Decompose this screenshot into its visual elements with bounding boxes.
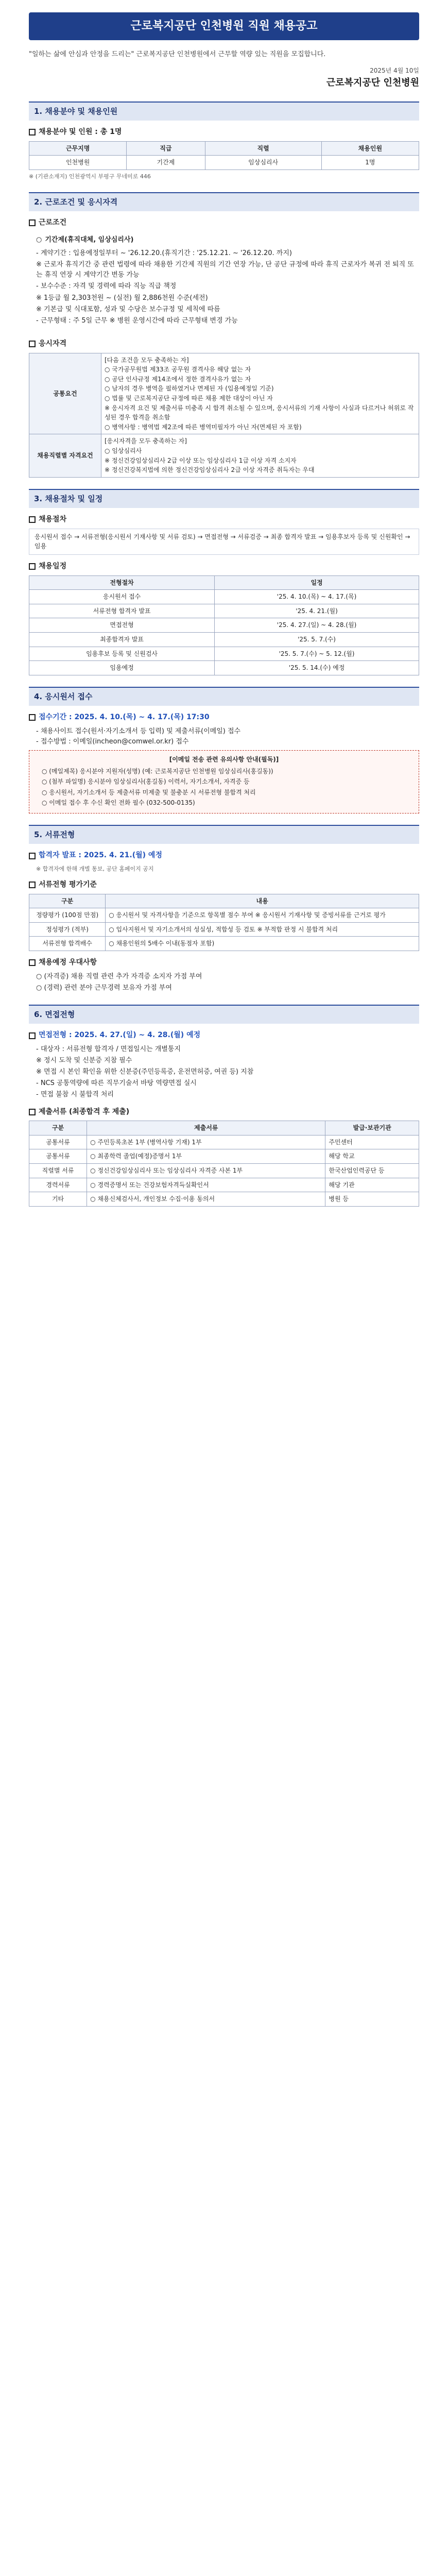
table-cell: '25. 5. 14.(수) 예정 [215,661,419,675]
conditions-heading: 근로조건 [29,217,419,229]
section-6-title: 6. 면접전형 [29,1005,419,1024]
column-header: 제출서류 [87,1121,325,1136]
receipt-method-1: - 채용사이트 접수(원서·자기소개서 등 입력) 및 제출서류(이메일) 접수 [36,727,241,735]
table-cell: ○ 채용신체검사서, 개인정보 수집·이용 동의서 [87,1192,325,1207]
section-2-title: 2. 근로조건 및 응시자격 [29,192,419,211]
section-4-title: 4. 응시원서 접수 [29,687,419,706]
table-cell: ○ 주민등록초본 1부 (병역사항 기재) 1부 [87,1135,325,1149]
qualification-line: ※ 응시자격 요건 및 제출서류 미충족 시 합격 취소될 수 있으며, 응시서류의 기재 사항이 사실과 다르거나 허위로 작성된 경우 합격을 취소함 [105,404,414,421]
table-row [29,590,419,604]
table-cell [101,434,419,477]
table-cell: 임용예정 [29,661,215,675]
interview-period: 면접전형 : 2025. 4. 27.(일) ~ 4. 28.(월) 예정 [29,1030,419,1041]
table-cell: 공통서류 [29,1149,87,1164]
table-cell: ○ 응시원서 및 자격사항을 기준으로 항목별 점수 부여 ※ 응시원서 기재사항 및 증빙서류를 근거로 평가 [106,908,419,923]
table-cell: 정성평가 (적부) [29,922,106,937]
qualification-line: ※ 정신건강임상심리사 2급 이상 또는 임상심리사 1급 이상 자격 소지자 [105,456,297,464]
table-cell: 해당 학교 [325,1149,419,1164]
section-3-title: 3. 채용절차 및 일정 [29,489,419,508]
list-item: ※ 1등급 월 2,303천원 ~ (실전) 월 2,886천원 수준(세전) [36,294,208,302]
table-row [29,1149,419,1164]
table-row [29,1135,419,1149]
column-header: 구분 [29,894,106,908]
table-row [29,661,419,675]
column-header: 근무지명 [29,141,127,156]
table-cell: '25. 5. 7.(수) ~ 5. 12.(월) [215,647,419,661]
list-item: - 근무형태 : 주 5일 근무 ※ 병원 운영시간에 따라 근무형태 변경 가능 [36,316,238,325]
list-item: ※ 면접 시 본인 확인을 위한 신분증(주민등록증, 운전면허증, 여권 등) 지참 [36,1068,254,1076]
announcement-page [0,0,448,1227]
column-header: 발급·보관기관 [325,1121,419,1136]
column-header: 내용 [106,894,419,908]
checkbox-icon [29,341,36,347]
table-cell: '25. 4. 10.(목) ~ 4. 17.(목) [215,590,419,604]
table-cell: 병원 등 [325,1192,419,1207]
table-row [29,156,419,170]
announce-date: 2025년 4월 10일 [370,67,419,75]
table-row [29,353,419,434]
qualification-line: ○ 공단 인사규정 제14조에서 정한 결격사유가 없는 자 [105,375,251,383]
email-notice-title: [이메일 전송 관련 유의사항 안내(필독)] [169,755,279,763]
contract-type-heading: ○ 기간제(휴직대체, 임상심리사) [29,235,419,245]
qualification-line: ※ 정신건강복지법에 의한 정신건강임상심리사 2급 이상 자격증 취득자는 우대 [105,466,315,474]
list-item: ○ (자격증) 채용 직렬 관련 추가 자격증 소지자 가점 부여 [36,972,202,980]
table-cell: 인천병원 [29,156,127,170]
doc-announce-note: ※ 합격자에 한해 개별 통보, 공단 홈페이지 공지 [36,865,154,872]
checkbox-icon [29,1032,36,1039]
table-cell: 정량평가 (100점 만점) [29,908,106,923]
row-label: 공통요건 [29,353,101,434]
documents-heading: 제출서류 (최종합격 후 제출) [29,1107,419,1118]
table-cell: '25. 5. 7.(수) [215,632,419,647]
email-notice-box [29,750,419,814]
table-cell: ○ 경력증명서 또는 건강보험자격득실확인서 [87,1178,325,1192]
checkbox-icon [29,563,36,570]
conditions-list [29,248,419,326]
table-cell: ○ 정신건강임상심리사 또는 임상심리사 자격증 사본 1부 [87,1164,325,1178]
interview-target: - 대상자 : 서류전형 합격자 / 면접일시는 개별통지 [36,1045,181,1053]
table-cell: 응시원서 접수 [29,590,215,604]
table-row [29,632,419,647]
org-name: 근로복지공단 인천병원 [326,77,419,88]
table-cell: 해당 기관 [325,1178,419,1192]
checkbox-icon [29,516,36,523]
preference-heading: 채용예정 우대사항 [29,957,419,969]
table-cell: 서류전형 합격자 발표 [29,604,215,618]
table-cell: '25. 4. 21.(월) [215,604,419,618]
recruit-table [29,141,419,170]
doc-announce: 합격자 발표 : 2025. 4. 21.(월) 예정 [29,850,419,861]
list-item: ※ 정시 도착 및 신분증 지참 필수 [36,1057,132,1065]
table-cell: 직렬별 서류 [29,1164,87,1178]
qualification-line: [응시자격을 모두 충족하는 자] [105,437,187,445]
recruit-count-heading: 채용분야 및 인원 : 총 1명 [29,127,419,138]
table-cell: 한국산업인력공단 등 [325,1164,419,1178]
column-header: 직렬 [205,141,321,156]
table-row [29,618,419,633]
list-item: ○ (경력) 관련 분야 근무경력 보유자 가점 부여 [36,984,172,992]
table-cell: 임용후보 등록 및 신원검사 [29,647,215,661]
checkbox-icon [29,219,36,226]
table-cell: 최종합격자 발표 [29,632,215,647]
row-label: 채용직렬별 자격요건 [29,434,101,477]
table-cell: 면접전형 [29,618,215,633]
qualification-line: ○ 임상심리사 [105,447,142,454]
table-row [29,647,419,661]
page-title: 근로복지공단 인천병원 직원 채용공고 [29,12,419,40]
list-item: ○ (첨부 파일명) 응시분야 임상심리사(홍길동) 이력서, 자기소개서, 자격증 등 [42,778,250,786]
preference-list [29,972,419,993]
list-item: ○ 응시원서, 자기소개서 등 제출서류 미제출 및 불충분 시 서류전형 불합격 처리 [42,788,256,796]
checkbox-icon [29,853,36,859]
table-cell: ○ 입사지원서 및 자기소개서의 성실성, 적합성 등 검토 ※ 부적합 판정 시 불합격 처리 [106,922,419,937]
qualification-line: [다음 조건을 모두 충족하는 자] [105,356,189,364]
receipt-method-2: - 접수방법 : 이메일(incheon@comwel.or.kr) 접수 [36,737,189,745]
column-header: 일정 [215,575,419,590]
schedule-heading: 채용일정 [29,561,419,572]
table-cell: 기타 [29,1192,87,1207]
qualification-line: ○ 국가공무원법 제33조 공무원 결격사유 해당 없는 자 [105,366,251,374]
qualification-line: ○ 병역사항 : 병역법 제2조에 따른 병역미필자가 아닌 자(면제된 자 포함) [105,423,302,431]
column-header: 직급 [127,141,205,156]
documents-table [29,1121,419,1207]
procedure-flow: 응시원서 접수 → 서류전형(응시원서 기재사항 및 서류 검토) → 면접전형 → 서류검증 → 최종 합격자 발표 → 임용후보자 등록 및 신원확인 → 임용 [29,529,419,555]
list-item: ※ 근로자 휴직기간 중 관련 법령에 따라 채용한 기간제 직원의 기간 연장 가능, 단 공단 규정에 따라 휴직 근로자가 복귀 전 퇴직 또는 휴직 연장 시 계약기간 변동 가능 [36,261,414,279]
procedure-heading: 채용절차 [29,514,419,526]
checkbox-icon [29,129,36,135]
qualification-line: ○ 남자의 경우 병역을 필하였거나 면제된 자 (입용예정일 기준) [105,385,274,393]
list-item: - 보수수준 : 자격 및 경력에 따라 직능 직급 책정 [36,282,177,291]
list-item: - NCS 공통역량에 따른 직무기술서 바탕 역량면접 실시 [36,1079,197,1088]
checkbox-icon [29,959,36,966]
table-cell: ○ 최종학력 졸업(예정)증명서 1부 [87,1149,325,1164]
intro-text: "일하는 삶에 안심과 안정을 드리는" 근로복지공단 인천병원에서 근무할 역량 있는 직원을 모집합니다. [29,50,326,59]
table-row [29,434,419,477]
table-row [29,1164,419,1178]
circle-bullet-icon: ○ [36,235,42,244]
list-item: - 계약기간 : 입용예정일부터 ~ '26.12.20.(휴직기간 : '25.12.21. ~ '26.12.20. 까지) [36,249,292,257]
table-cell: 경력서류 [29,1178,87,1192]
schedule-table [29,575,419,675]
table-row [29,1192,419,1207]
column-header: 채용인원 [321,141,419,156]
receipt-period: 접수기간 : 2025. 4. 10.(목) ~ 4. 17.(목) 17:30 [29,712,419,723]
criteria-table [29,894,419,951]
location-note: ※ (기관소재지) 인천광역시 부평구 무네미로 446 [29,173,151,180]
table-cell: ○ 채용인원의 5배수 이내(동점자 포함) [106,937,419,951]
table-row [29,604,419,618]
checkbox-icon [29,1109,36,1115]
column-header: 전형절차 [29,575,215,590]
list-item: ○ (메일제목) 응시분야 지원자(성명) (예: 근로복지공단 인천병원 임상심리사(홍길동)) [42,767,273,775]
table-cell: 주민센터 [325,1135,419,1149]
table-row [29,937,419,951]
section-5-title: 5. 서류전형 [29,825,419,844]
checkbox-icon [29,882,36,888]
qualification-heading: 응시자격 [29,338,419,350]
table-row [29,908,419,923]
interview-notes [29,1056,419,1100]
checkbox-icon [29,714,36,721]
list-item: - 면접 불참 시 불합격 처리 [36,1091,114,1099]
qualification-table [29,353,419,478]
qualification-line: ○ 법률 및 근로복지공단 규정에 따른 채용 제한 대상이 아닌 자 [105,395,273,402]
table-cell: 1명 [321,156,419,170]
table-row [29,922,419,937]
table-cell: 공통서류 [29,1135,87,1149]
table-cell: 임상심리사 [205,156,321,170]
column-header: 구분 [29,1121,87,1136]
table-cell: '25. 4. 27.(일) ~ 4. 28.(월) [215,618,419,633]
table-cell: 기간제 [127,156,205,170]
table-cell: 서류전형 합격배수 [29,937,106,951]
table-row [29,1178,419,1192]
list-item: ○ 이메일 접수 후 수신 확인 전화 필수 (032-500-0135) [42,799,195,807]
list-item: ※ 기본급 및 식대포함, 성과 및 수당은 보수규정 및 세칙에 따름 [36,305,220,313]
section-1-title: 1. 채용분야 및 채용인원 [29,101,419,121]
criteria-heading: 서류전형 평가기준 [29,879,419,891]
table-cell [101,353,419,434]
